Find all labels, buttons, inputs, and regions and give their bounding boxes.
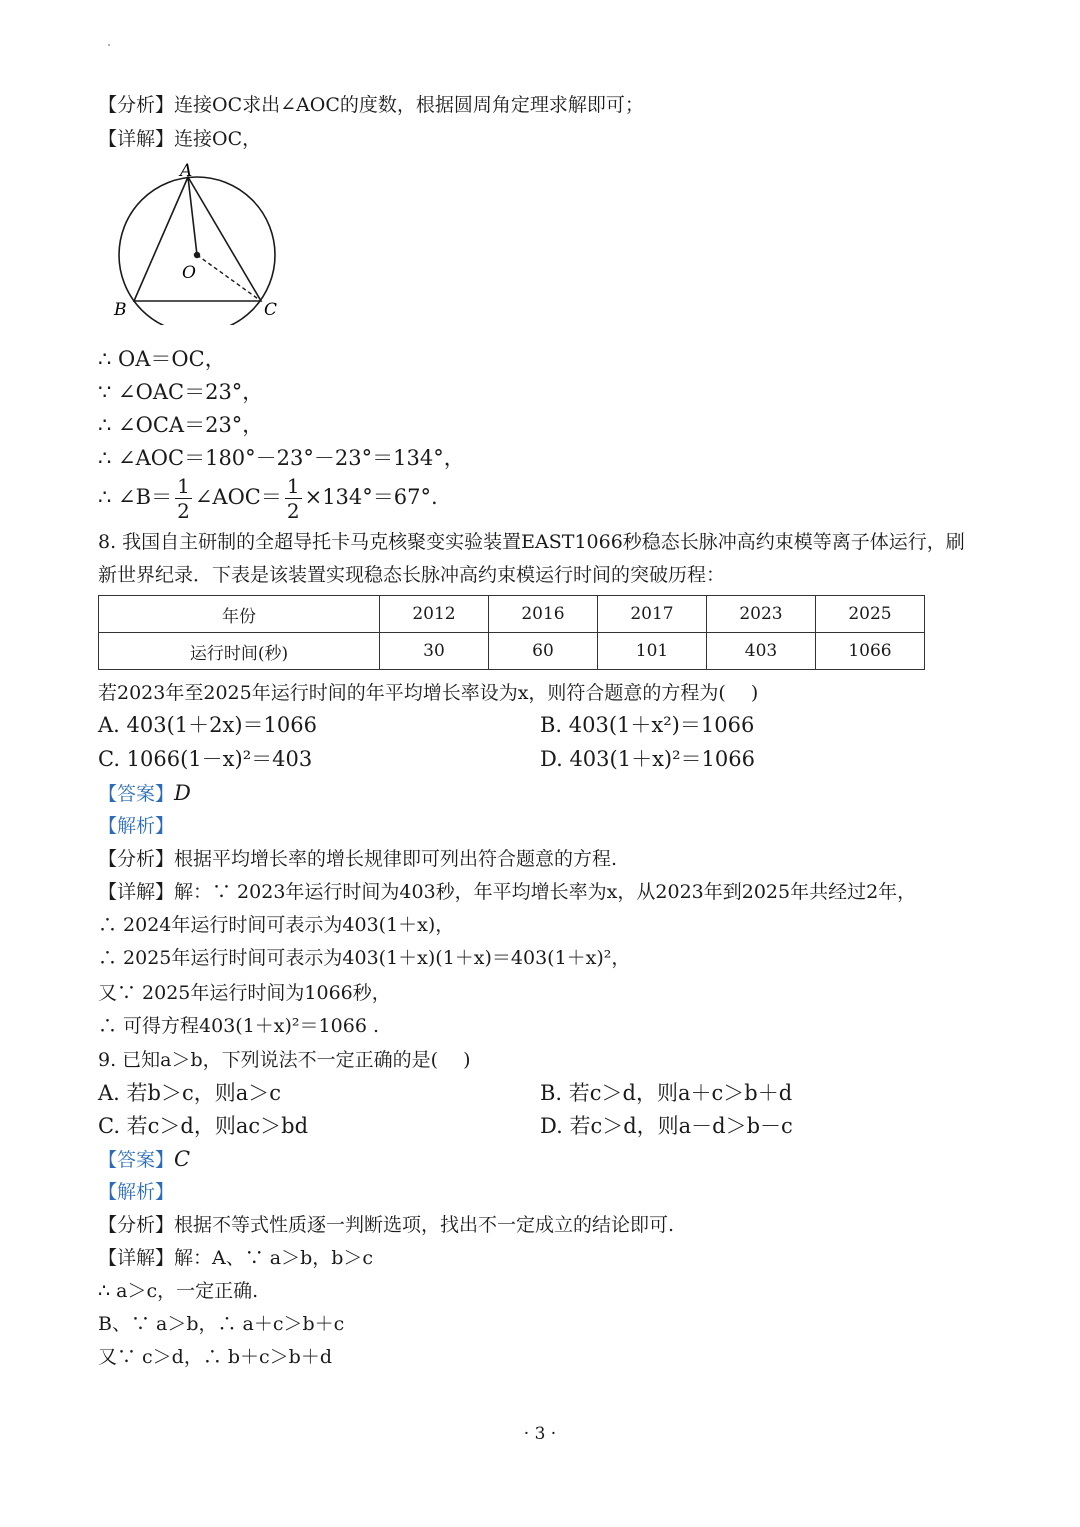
step-5 [98, 472, 438, 523]
q9-stem: 9. 已知a＞b，下列说法不一定正确的是( ) [98, 1049, 471, 1071]
q8-stem-line-1: 8. 我国自主研制的全超导托卡马克核聚变实验装置EAST1066秒稳态长脉冲高约束模等离子体运行，刷 [98, 531, 965, 553]
q8-detail-5: ∴ 可得方程403(1＋x)²＝1066 . [98, 1015, 379, 1037]
table-cell: 2016 [489, 596, 598, 633]
table-header-label: 年份 [99, 596, 380, 633]
table-cell: 2012 [380, 596, 489, 633]
fraction-half-2 [285, 474, 302, 523]
triangle-abc [134, 177, 261, 301]
q9-jiexi-tag: 【解析】 [98, 1181, 175, 1203]
q8-ask: 若2023年至2025年运行时间的年平均增长率设为x，则符合题意的方程为( ) [98, 682, 759, 704]
xiangjie-tag: 【详解】 [98, 881, 175, 903]
label-a: A [180, 161, 193, 181]
q9-answer-line [98, 1146, 190, 1173]
q8-jiexi-tag: 【解析】 [98, 815, 175, 837]
answer-tag: 【答案】 [98, 783, 175, 805]
label-o: O [182, 263, 196, 283]
detail-text: 解：A、∵ a＞b，b＞c [174, 1247, 374, 1269]
scan-dot [108, 44, 110, 46]
table-row [99, 596, 925, 633]
q8-option-d: D. 403(1＋x)²＝1066 [540, 747, 755, 771]
q8-option-b: B. 403(1＋x²)＝1066 [540, 713, 755, 737]
table-cell: 60 [489, 633, 598, 670]
answer-value: C [174, 1147, 191, 1171]
answer-tag: 【答案】 [98, 1149, 175, 1171]
frac-den: 2 [286, 499, 300, 523]
q9-fenxi-line [98, 1212, 674, 1238]
step-4: ∴ ∠AOC＝180°－23°－23°＝134°， [98, 446, 465, 470]
step-3: ∴ ∠OCA＝23°， [98, 413, 264, 437]
q9-option-b: B. 若c＞d，则a＋c＞b＋d [540, 1081, 793, 1105]
detail-text: 解：∵ 2023年运行时间为403秒，年平均增长率为x，从2023年到2025年共经过2年， [174, 881, 917, 903]
analysis-line [98, 92, 644, 118]
table-cell: 1066 [816, 633, 925, 670]
table-row-label: 运行时间(秒) [99, 633, 380, 670]
q9-option-a: A. 若b＞c，则a＞c [98, 1081, 282, 1105]
fenxi-tag: 【分析】 [98, 1214, 175, 1236]
q9-detail-3: B、∵ a＞b，∴ a＋c＞b＋c [98, 1313, 345, 1335]
step-5-c: ×134°＝67°. [304, 485, 438, 509]
analysis-text: 连接OC求出∠AOC的度数，根据圆周角定理求解即可； [174, 94, 644, 116]
q8-table [98, 595, 925, 670]
q9-detail-4: 又∵ c＞d，∴ b＋c＞b＋d [98, 1346, 333, 1368]
segment-oc-dashed [197, 255, 261, 301]
detail-tag: 【详解】 [98, 128, 175, 150]
table-cell: 101 [598, 633, 707, 670]
label-c: C [264, 300, 278, 320]
q8-option-c: C. 1066(1－x)²＝403 [98, 747, 313, 771]
table-cell: 30 [380, 633, 489, 670]
label-b: B [114, 300, 127, 320]
frac-den: 2 [177, 499, 190, 523]
q8-option-a: A. 403(1＋2x)＝1066 [98, 713, 317, 737]
page-number: · 3 · [523, 1424, 557, 1444]
fraction-half-1 [175, 474, 192, 523]
q8-detail-4: 又∵ 2025年运行时间为1066秒， [98, 982, 391, 1004]
q8-fenxi-line [98, 846, 617, 872]
detail-line [98, 126, 261, 152]
q8-stem-line-2: 新世界纪录．下表是该装置实现稳态长脉冲高约束模运行时间的突破历程： [98, 564, 726, 586]
q8-detail-1 [98, 879, 916, 905]
q8-detail-3: ∴ 2025年运行时间可表示为403(1＋x)(1＋x)＝403(1＋x)²， [98, 947, 631, 969]
q9-detail-1 [98, 1245, 373, 1271]
q8-answer-line [98, 780, 191, 807]
frac-num: 1 [286, 474, 300, 498]
circle-triangle-figure [108, 160, 288, 325]
q9-option-d: D. 若c＞d，则a－d＞b－c [540, 1114, 793, 1138]
table-cell: 2023 [707, 596, 816, 633]
fenxi-text: 根据不等式性质逐一判断选项，找出不一定成立的结论即可. [174, 1214, 675, 1236]
xiangjie-tag: 【详解】 [98, 1247, 175, 1269]
fenxi-tag: 【分析】 [98, 848, 175, 870]
fenxi-text: 根据平均增长率的增长规律即可列出符合题意的方程. [174, 848, 618, 870]
table-cell: 403 [707, 633, 816, 670]
frac-num: 1 [177, 474, 190, 498]
step-5-b: ∠AOC＝ [194, 485, 282, 509]
q9-detail-2: ∴ a＞c，一定正确. [98, 1280, 259, 1302]
step-5-a: ∴ ∠B＝ [98, 485, 173, 509]
table-row [99, 633, 925, 670]
table-cell: 2025 [816, 596, 925, 633]
step-1: ∴ OA＝OC， [98, 347, 226, 371]
analysis-tag: 【分析】 [98, 94, 175, 116]
q9-option-c: C. 若c＞d，则ac＞bd [98, 1114, 309, 1138]
step-2: ∵ ∠OAC＝23°， [98, 380, 264, 404]
table-cell: 2017 [598, 596, 707, 633]
detail-text: 连接OC， [174, 128, 262, 150]
center-point [194, 252, 200, 258]
q8-detail-2: ∴ 2024年运行时间可表示为403(1＋x)， [98, 914, 455, 936]
answer-value: D [174, 781, 191, 805]
